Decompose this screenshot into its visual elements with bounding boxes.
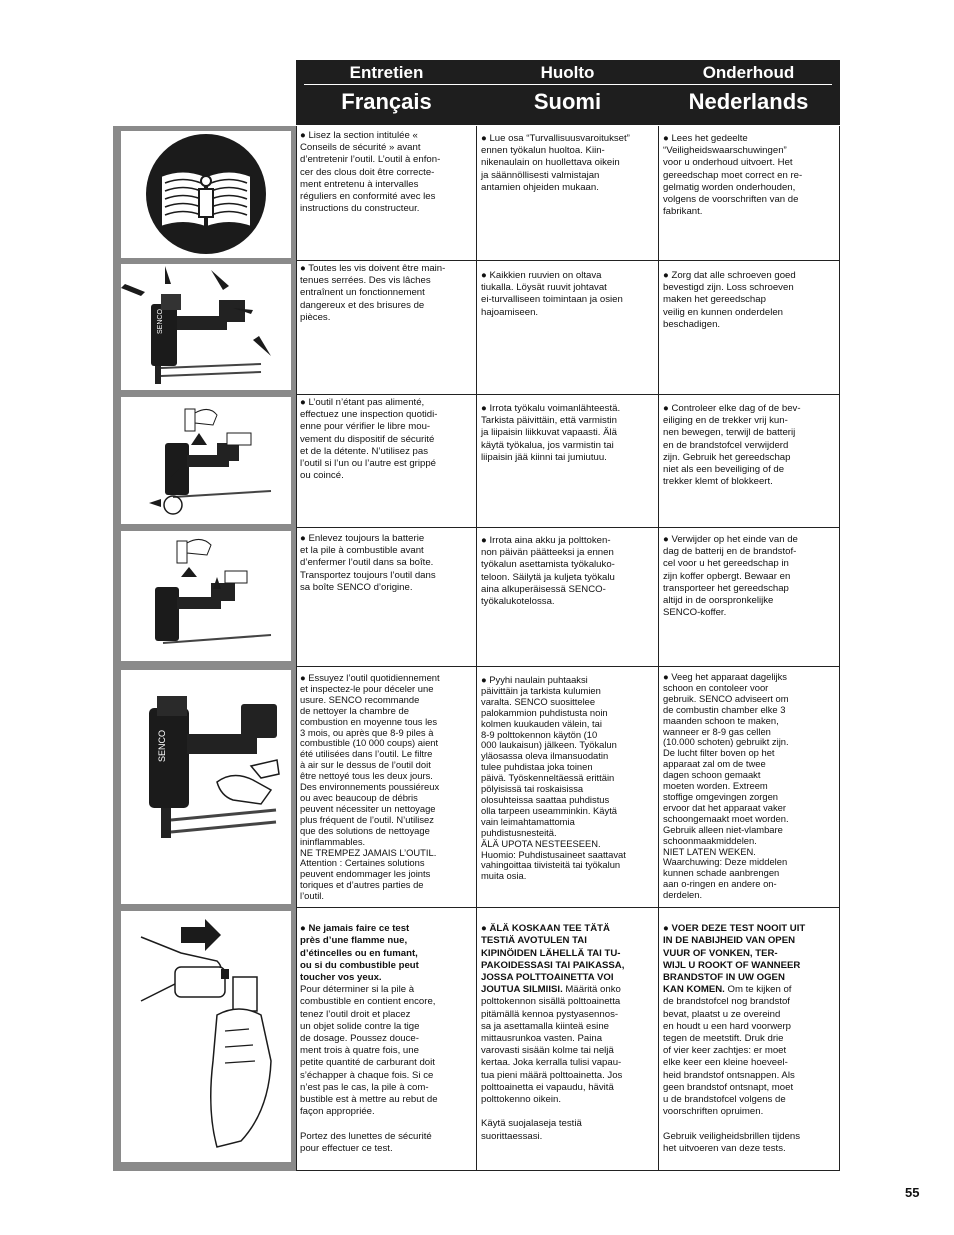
fuel-cell-test-icon: [121, 911, 291, 1162]
nailer-cleaning-icon: [121, 670, 291, 904]
text-fi-row-1: ● Lue osa “Turvallisuusvaroitukset” ennen työkalun huoltoa. Kiin- nikenaulain on huollettava oikein ja säännöllisesti valmistajan antamien ohjeiden mukaan.: [481, 133, 630, 193]
illustration-row-4: [121, 531, 291, 661]
text-fr-row-3: ● L’outil n’étant pas alimenté, effectuez une inspection quotidi- enne pour vérifier le libre mou- vement du dispositif de sécurité et de la détente. N’utilisez pas l’outil si l’un ou l’autre est grippé ou coincé.: [300, 397, 438, 482]
row-separator: [296, 666, 840, 667]
illustration-row-2: [121, 264, 291, 390]
language-title-fi: Suomi: [533, 89, 602, 114]
illustration-row-3: [121, 397, 291, 524]
section-title-fr: Entretien: [349, 63, 424, 82]
column-divider-fr-fi: [476, 126, 477, 1171]
text-fi-row-4: ● Irrota aina akku ja polttoken- non päivän päätteeksi ja ennen työkalun asettamista työkaluko- teloon. Säilytä ja kuljeta työkalu aina alkuperäisessä SENCO- työkalukotelossa.: [481, 535, 615, 608]
language-title-nl: Nederlands: [688, 89, 809, 114]
row-separator: [296, 394, 840, 395]
row-separator: [296, 907, 840, 908]
text-nl-row-2: ● Zorg dat alle schroeven goed bevestigd zijn. Loss schroeven maken het gereedschap veilig en kunnen onderdelen beschadigen.: [663, 270, 796, 330]
text-fr-row-1: ● Lisez la section intitulée « Conseils de sécurité » avant d’entretenir l’outil. L’outil à enfon- cer des clous doit être correcte- ment entretenu à intervalles réguliers en conformité avec les instructions du constructeur.: [300, 130, 441, 215]
text-fi-row-5: ● Pyyhi naulain puhtaaksi päivittäin ja tarkista kulumien varalta. SENCO suosittelee palokammion puhdistusta noin kolmen kuukauden välein, tai 8-9 polttokennon käytön (10 000 laukaisun) jälkeen. Työkalun yläosassa oleva ilmansuodatin tulee puhdistaa joka toinen päivä. Työskenneltäessä erittäin pölyisissä tai roskaisissa olosuhteissa saattaa puhdistus olla tarpeen useamminkin. Käytä vain leimahtamattomia puhdistusnesteitä. ÄLÄ UPOTA NESTEESEEN. Huomio: Puhdistusaineet saattavat vahingoittaa tiivisteitä tai työkalun muita osia.: [481, 674, 626, 882]
text-fr-row-2: ● Toutes les vis doivent être main- tenues serrées. Des vis lâches entraînent un fonctionnement dangereux et des brisures de pièces.: [300, 263, 446, 323]
illustration-row-5: [121, 670, 291, 904]
body-fi-row-6: Määritä onko polttokennon sisällä polttoainetta pitämällä kennoa pystyasennos- sa ja asettamalla kiinteä esine mittausrunkoa vasten. Paina varovasti sisään kolme tai neljä kertaa. Joka kerralla tulisi vapau- tua pieni määrä polttoainetta. Jos polttoainetta ei vapaudu, hävitä polttokenno oikein. Käytä suojalaseja testiä suorittaessasi.: [481, 984, 623, 1142]
text-nl-row-1: ● Lees het gedeelte “Veiligheidswaarschuwingen” voor u onderhoud uitvoert. Het gereedschap moet correct en re- gelmatig worden onderhouden, volgens de voorschriften van de fabrikant.: [663, 133, 803, 218]
information-book-icon: [121, 131, 291, 258]
column-divider-fi-nl: [658, 126, 659, 1171]
section-title-nl: Onderhoud: [702, 63, 795, 82]
text-fr-row-4: ● Enlevez toujours la batterie et la pile à combustible avant d’enfermer l’outil dans sa boîte. Transportez toujours l’outil dans sa boîte SENCO d’origine.: [300, 533, 436, 593]
warning-fr: ● Ne jamais faire ce test près d’une flamme nue, d’étincelles ou en fumant, ou si du combustible peut toucher vos yeux.: [300, 923, 419, 984]
row-separator: [296, 260, 840, 261]
text-nl-row-3: ● Controleer elke dag of de bev- eiliging en de trekker vrij kun- nen bewegen, terwijl de batterij en de brandstofcel verwijderd zijn. Gebruik het gereedschap niet als een beveiliging of de trekker klemt of blokkeert.: [663, 403, 801, 488]
page-number: 55: [905, 1185, 920, 1200]
text-nl-row-5: ● Veeg het apparaat dagelijks schoon en contoleer voor gebruik. SENCO adviseert om de combustin chamber elke 3 maanden schoon te maken, wanneer er 8-9 gas cellen (10.000 schoten) gebruikt zijn. De lucht filter boven op het apparaat zal om de twee dagen schoon gemaakt moeten worden. Extreem stoffige omgevingen zorgen ervoor dat het apparaat vaker schoongemaakt moet worden. Gebruik alleen niet-vlambare schoonmaakmiddelen. NIET LATEN WEKEN. Waarchuwing: Deze middelen kunnen schade aanbrengen aan o-ringen en andere on- derdelen.: [663, 671, 789, 901]
warning-fi: ● ÄLÄ KOSKAAN TEE TÄTÄ TESTIÄ AVOTULEN TAI KIPINÖIDEN LÄHELLÄ TAI TU- PAKOIDESSASI TAI PAIKASSA, JOSSA POLTTOAINETTA VOI JOUTUA SILMIISI.: [481, 923, 625, 996]
language-title-fr: Français: [341, 89, 432, 114]
body-nl-row-6: Om te kijken of de brandstofcel nog brandstof bevat, plaatst u ze overeind en houdt u een hard voorwerp tegen de meetstift. Druk drie of vier keer zachtjes: er moet elke keer een kleine hoeveel- heid brandstof ontsnappen. Als geen brandstof ontsnapt, moet u de brandstofcel volgens de voorschriften opruimen. Gebruik veiligheidsbrillen tijdens het uitvoeren van deze tests.: [663, 984, 801, 1154]
header-divider: [304, 84, 832, 85]
senco-logo: SENCO: [157, 309, 164, 334]
row-separator: [296, 527, 840, 528]
language-header: [296, 60, 840, 125]
nailer-inspection-icon: [121, 397, 291, 524]
column-border-right: [839, 126, 840, 1171]
body-fr-row-6: Pour déterminer si la pile à combustible en contient encore, tenez l’outil droit et placez un objet solide contre la tige de dosage. Poussez douce- ment trois à quatre fois, une petite quantité de carburant doit s’échapper à chaque fois. Si ce n’est pas le cas, la pile à com- bustible est à mettre au rebut de façon appropriée. Portez des lunettes de sécurité pour effectuer ce test.: [300, 984, 438, 1154]
text-nl-row-6: [663, 911, 831, 1155]
senco-logo: SENCO: [157, 729, 167, 762]
illustration-row-6: [121, 911, 291, 1162]
illustration-row-1: [121, 131, 291, 258]
text-fr-row-6: [300, 911, 468, 1155]
row-separator: [296, 1170, 840, 1171]
text-nl-row-4: ● Verwijder op het einde van de dag de batterij en de brandstof- cel voor u het gereedschap in zijn koffer opbergt. Bewaar en transporteer het gereedschap altijd in de oorspronkelijke SENCO-koffer.: [663, 534, 798, 619]
text-fr-row-5: ● Essuyez l’outil quotidiennement et inspectez-le pour déceler une usure. SENCO recommande de nettoyer la chambre de combustion en moyenne tous les 3 mois, ou après que 8-9 piles à combustible (10 000 coups) aient été utilisées dans l’outil. Le filtre à air sur le dessus de l’outil doit être nettoyé tous les deux jours. Des environnements poussiéreux ou avec beaucoup de débris peuvent nécessiter un nettoyage plus fréquent de l’outil. N’utilisez que des solutions de nettoyage ininflammables. NE TREMPEZ JAMAIS L’OUTIL. Attention : Certaines solutions peuvent endommager les joints toriques et d’autres parties de l’outil.: [300, 672, 440, 902]
nailer-screws-icon: [121, 264, 291, 390]
column-border-left: [296, 126, 297, 1171]
text-fi-row-3: ● Irrota työkalu voimanlähteestä. Tarkista päivittäin, että varmistin ja liipaisin liikkuvat vapaasti. Älä käytä työkalua, jos varmistin tai liipaisin jää kiinni tai jumiutuu.: [481, 403, 621, 463]
text-fi-row-2: ● Kaikkien ruuvien on oltava tiukalla. Löysät ruuvit johtavat ei-turvalliseen toimintaan ja osien hajoamiseen.: [481, 270, 623, 318]
section-title-fi: Huolto: [540, 63, 595, 82]
warning-nl: ● VOER DEZE TEST NOOIT UIT IN DE NABIJHEID VAN OPEN VUUR OF VONKEN, TER- WIJL U ROOKT OF WANNEER BRANDSTOF IN UW OGEN KAN KOMEN.: [663, 923, 806, 996]
nailer-remove-battery-icon: [121, 531, 291, 661]
text-fi-row-6: [481, 911, 649, 1143]
